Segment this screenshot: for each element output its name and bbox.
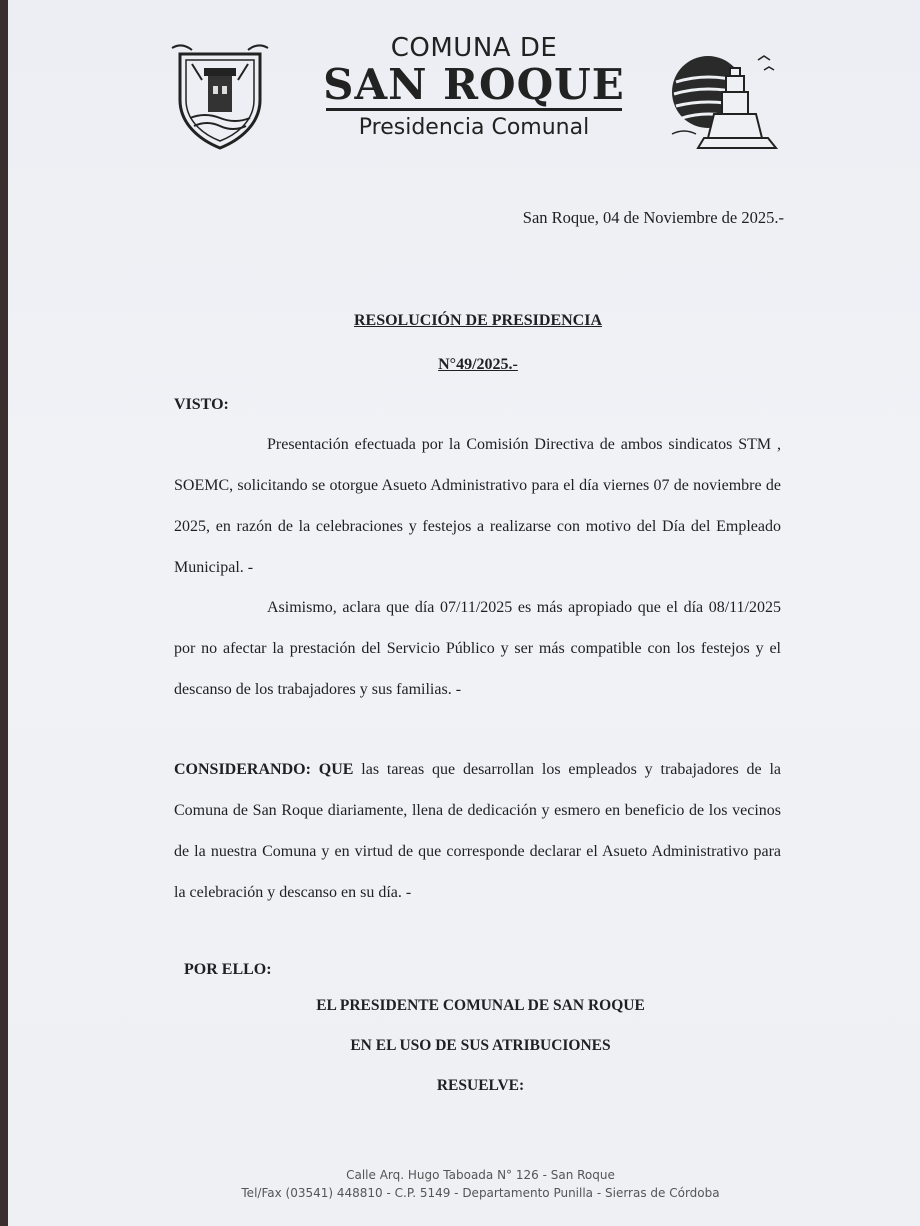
footer-contact: Tel/Fax (03541) 448810 - C.P. 5149 - Departamento Punilla - Sierras de Córdoba: [241, 1186, 720, 1200]
considerando-paragraph: CONSIDERANDO: QUE las tareas que desarrollan los empleados y trabajadores de la Comuna de San Roque diariamente, llena de dedicación y esmero en beneficio de los vecinos de la nuestra Comuna y en virtud de que corresponde declarar el Asueto Administrativo para la celebración y descanso en su día. -: [174, 761, 782, 901]
letterhead-line3: Presidencia Comunal: [358, 115, 590, 140]
visto-paragraph-1: Presentación efectuada por la Comisión Directiva de ambos sindicatos STM , SOEMC, solicitando se otorgue Asueto Administrativo para el día viernes 07 de noviembre de 2025, en razón de la celebraciones y festejos a realizarse con motivo del Día del Empleado Municipal. -: [174, 436, 781, 576]
closing-line-3: RESUELVE:: [436, 1077, 525, 1094]
considerando-que: QUE: [318, 761, 354, 778]
closing-line-2: EN EL USO DE SUS ATRIBUCIONES: [350, 1037, 611, 1054]
document-page: [8, 0, 920, 1226]
letterhead: [8, 30, 920, 160]
letterhead-title: [308, 30, 640, 140]
resolution-title: RESOLUCIÓN DE PRESIDENCIA: [353, 312, 603, 329]
visto-label: VISTO:: [174, 396, 229, 413]
coat-of-arms-icon: [168, 40, 272, 152]
considerando-label: CONSIDERANDO:: [174, 761, 311, 778]
document-date: San Roque, 04 de Noviembre de 2025.-: [522, 208, 784, 227]
monument-logo-icon: [668, 42, 780, 154]
visto-paragraph-2: Asimismo, aclara que día 07/11/2025 es más apropiado que el día 08/11/2025 por no afectar la prestación del Servicio Público y ser más compatible con los festejos y el descanso de los trabajadores y sus familias. -: [174, 599, 781, 698]
closing-line-1: EL PRESIDENTE COMUNAL DE SAN ROQUE: [316, 997, 645, 1014]
letterhead-line1: COMUNA DE: [390, 33, 558, 63]
letterhead-line2: SAN ROQUE: [323, 60, 625, 109]
resolution-number: N°49/2025.-: [438, 356, 518, 373]
footer-address: Calle Arq. Hugo Taboada N° 126 - San Roque: [346, 1168, 615, 1182]
por-ello-label: POR ELLO:: [184, 961, 272, 978]
